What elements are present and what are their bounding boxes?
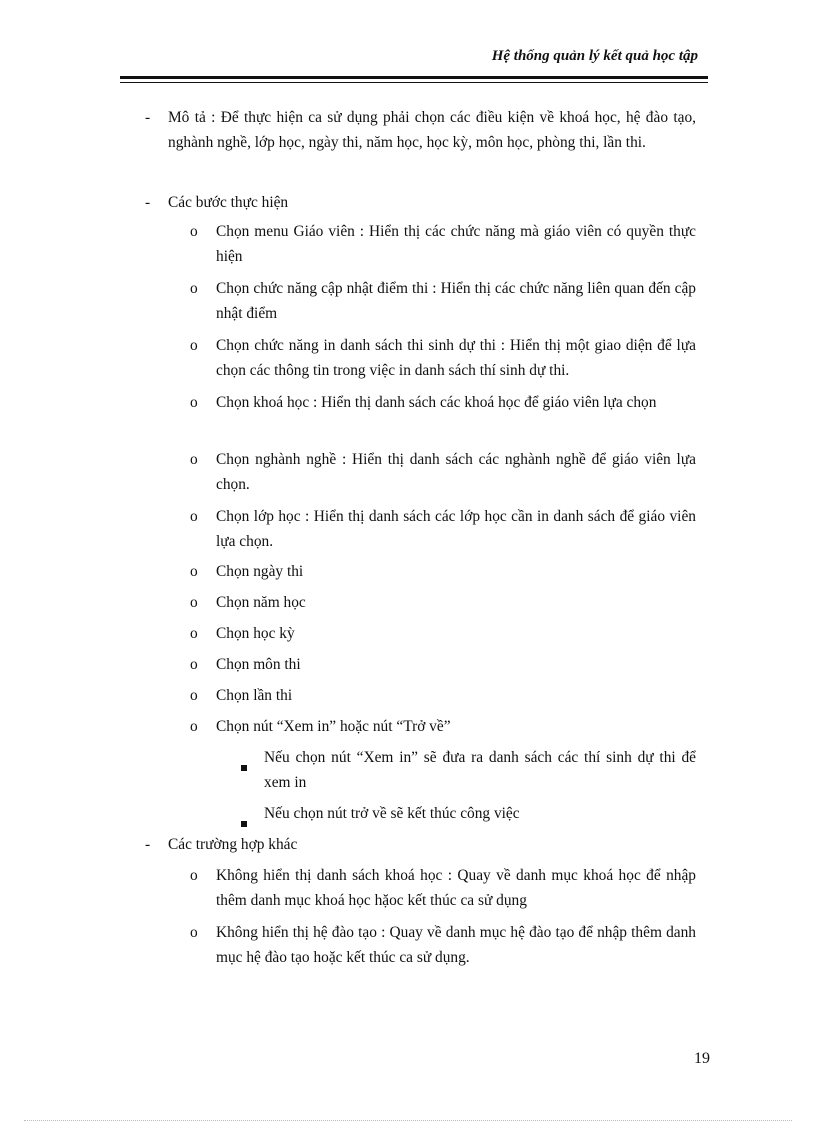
item-text: Nếu chọn nút trở về sẽ kết thúc công việc	[264, 805, 520, 822]
circle-bullet-icon: o	[190, 625, 198, 642]
item-text: Chọn chức năng in danh sách thi sinh dự thi : Hiển thị một giao diện để lựa chọn các thông tin trong việc in danh sách thí sinh dự thi.	[216, 337, 696, 379]
circle-bullet-icon: o	[190, 337, 198, 354]
item-text: Không hiển thị hệ đào tạo : Quay về danh mục hệ đào tạo để nhập thêm danh mục hệ đào tạo hoặc kết thúc ca sử dụng.	[216, 924, 696, 966]
circle-bullet-icon: o	[190, 687, 198, 704]
item-text: Các trường hợp khác	[168, 836, 298, 853]
item-text: Chọn lớp học : Hiển thị danh sách các lớp học cần in danh sách để giáo viên lựa chọn.	[216, 508, 696, 550]
circle-bullet-icon: o	[190, 280, 198, 297]
item-text: Chọn nút “Xem in” hoặc nút “Trở về”	[216, 718, 451, 735]
page-number: 19	[694, 1050, 710, 1067]
page-bottom-border	[24, 1120, 792, 1121]
item-text: Chọn nghành nghề : Hiển thị danh sách các nghành nghề để giáo viên lựa chọn.	[216, 451, 696, 493]
header-rule-thin	[120, 82, 708, 83]
circle-bullet-icon: o	[190, 594, 198, 611]
item-text: Không hiển thị danh sách khoá học : Quay về danh mục khoá học để nhập thêm danh mục khoá học hặoc kết thúc ca sử dụng	[216, 867, 696, 909]
circle-bullet-icon: o	[190, 508, 198, 525]
item-text: Chọn học kỳ	[216, 625, 295, 642]
circle-bullet-icon: o	[190, 656, 198, 673]
circle-bullet-icon: o	[190, 867, 198, 884]
circle-bullet-icon: o	[190, 924, 198, 941]
item-text: Các bước thực hiện	[168, 194, 289, 211]
dash-bullet: -	[145, 194, 151, 211]
circle-bullet-icon: o	[190, 223, 198, 240]
item-text: Nếu chọn nút “Xem in” sẽ đưa ra danh sách các thí sinh dự thi để xem in	[264, 749, 696, 791]
header-rule-thick	[120, 76, 708, 79]
circle-bullet-icon: o	[190, 563, 198, 580]
item-text: Chọn năm học	[216, 594, 306, 611]
circle-bullet-icon: o	[190, 394, 198, 411]
item-text: Chọn menu Giáo viên : Hiển thị các chức năng mà giáo viên có quyền thực hiện	[216, 223, 696, 265]
item-text: Chọn khoá học : Hiển thị danh sách các khoá học để giáo viên lựa chọn	[216, 394, 657, 411]
item-text: Chọn môn thi	[216, 656, 301, 673]
circle-bullet-icon: o	[190, 718, 198, 735]
header-title: Hệ thống quản lý kết quả học tập	[491, 48, 698, 64]
dash-bullet: -	[145, 836, 151, 853]
square-bullet-icon	[241, 754, 247, 779]
item-text: Chọn lần thi	[216, 687, 293, 704]
item-text: Mô tả : Để thực hiện ca sử dụng phải chọn các điều kiện về khoá học, hệ đào tạo, nghành nghề, lớp học, ngày thi, năm học, học kỳ, môn học, phòng thi, lần thi.	[168, 109, 696, 151]
circle-bullet-icon: o	[190, 451, 198, 468]
item-text: Chọn ngày thi	[216, 563, 304, 580]
dash-bullet: -	[145, 109, 151, 126]
item-text: Chọn chức năng cập nhật điểm thi : Hiển thị các chức năng liên quan đến cập nhật điểm	[216, 280, 696, 322]
